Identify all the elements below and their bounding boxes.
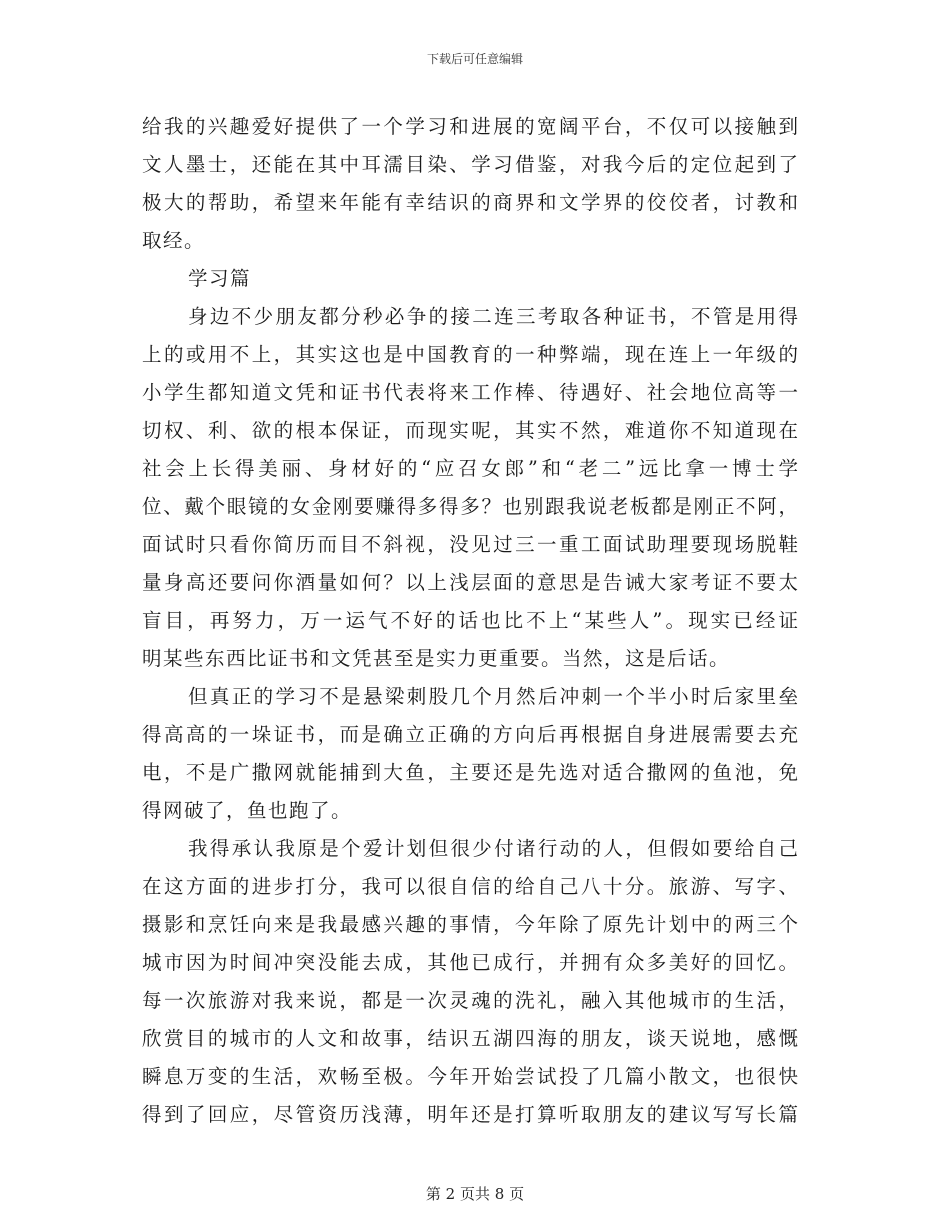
text-line: 明某些东西比证书和文凭甚至是实力更重要。当然，这是后话。 bbox=[142, 647, 731, 670]
text-line: 得到了回应，尽管资历浅薄，明年还是打算听取朋友的建议写写长篇 bbox=[142, 1103, 798, 1126]
page-footer: 第 2 页共 8 页 bbox=[425, 1185, 525, 1203]
text-line: 切权、利、欲的根本保证，而现实呢，其实不然，难道你不知道现在 bbox=[142, 419, 798, 442]
text-line: 上的或用不上，其实这也是中国教育的一种弊端，现在连上一年级的 bbox=[142, 343, 798, 366]
text-line: 城市因为时间冲突没能去成，其他已成行，并拥有众多美好的回忆。 bbox=[142, 951, 798, 974]
text-line: 但真正的学习不是悬梁刺股几个月然后冲刺一个半小时后家里垒 bbox=[188, 685, 798, 708]
text-line: 摄影和烹饪向来是我最感兴趣的事情，今年除了原先计划中的两三个 bbox=[142, 913, 798, 936]
text-line: 身边不少朋友都分秒必争的接二连三考取各种证书，不管是用得 bbox=[188, 305, 798, 328]
document-body bbox=[142, 108, 798, 1134]
text-line: 得网破了，鱼也跑了。 bbox=[142, 799, 353, 822]
text-line: 在这方面的进步打分，我可以很自信的给自己八十分。旅游、写字、 bbox=[142, 875, 798, 898]
text-line: 社会上长得美丽、身材好的“应召女郎”和“老二”远比拿一博士学 bbox=[142, 457, 798, 480]
text-line: 瞬息万变的生活，欢畅至极。今年开始尝试投了几篇小散文，也很快 bbox=[142, 1065, 798, 1088]
text-line: 给我的兴趣爱好提供了一个学习和进展的宽阔平台，不仅可以接触到 bbox=[142, 115, 798, 138]
text-line: 量身高还要问你酒量如何？以上浅层面的意思是告诫大家考证不要太 bbox=[142, 571, 798, 594]
text-line: 面试时只看你简历而目不斜视，没见过三一重工面试助理要现场脱鞋 bbox=[142, 533, 798, 556]
text-line: 盲目，再努力，万一运气不好的话也比不上“某些人”。现实已经证 bbox=[142, 609, 798, 632]
section-heading: 学习篇 bbox=[188, 267, 252, 290]
text-line: 位、戴个眼镜的女金刚要赚得多得多？也别跟我说老板都是刚正不阿， bbox=[142, 495, 798, 518]
text-line: 极大的帮助，希望来年能有幸结识的商界和文学界的佼佼者，讨教和 bbox=[142, 191, 798, 214]
text-line: 我得承认我原是个爱计划但很少付诸行动的人，但假如要给自己 bbox=[188, 837, 798, 860]
text-line: 取经。 bbox=[142, 229, 206, 252]
page-header: 下载后可任意编辑 bbox=[426, 52, 523, 66]
text-line: 欣赏目的城市的人文和故事，结识五湖四海的朋友，谈天说地，感慨 bbox=[142, 1027, 798, 1050]
text-line: 小学生都知道文凭和证书代表将来工作棒、待遇好、社会地位高等一 bbox=[142, 381, 798, 404]
text-line: 每一次旅游对我来说，都是一次灵魂的洗礼，融入其他城市的生活， bbox=[142, 989, 798, 1012]
text-line: 得高高的一垛证书，而是确立正确的方向后再根据自身进展需要去充 bbox=[142, 723, 798, 746]
text-line: 电，不是广撒网就能捕到大鱼，主要还是先选对适合撒网的鱼池，免 bbox=[142, 761, 798, 784]
text-line: 文人墨士，还能在其中耳濡目染、学习借鉴，对我今后的定位起到了 bbox=[142, 153, 798, 176]
